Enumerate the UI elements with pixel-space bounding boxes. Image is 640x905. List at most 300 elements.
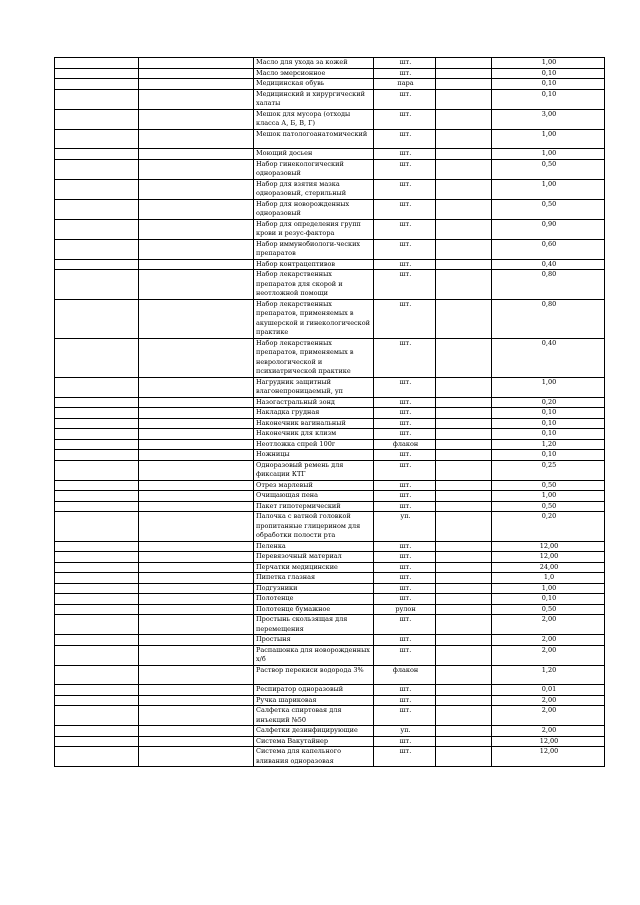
empty-cell xyxy=(139,460,254,480)
empty-cell xyxy=(55,199,139,219)
empty-cell xyxy=(139,68,254,79)
empty-cell xyxy=(139,79,254,90)
unit-cell: шт. xyxy=(374,706,436,726)
quantity-cell: 0,50 xyxy=(492,604,605,615)
empty-cell xyxy=(139,747,254,767)
empty-cell xyxy=(436,418,492,429)
item-name-cell: Система Вакутайнер xyxy=(254,736,374,747)
empty-cell xyxy=(139,149,254,160)
item-name-cell: Полотенце бумажное xyxy=(254,604,374,615)
empty-cell xyxy=(55,239,139,259)
quantity-cell: 0,10 xyxy=(492,594,605,605)
unit-cell: шт. xyxy=(374,573,436,584)
quantity-cell: 0,20 xyxy=(492,512,605,542)
empty-cell xyxy=(55,89,139,109)
table-row xyxy=(55,562,605,573)
table-row xyxy=(55,573,605,584)
item-name-cell: Перчатки медицинские xyxy=(254,562,374,573)
quantity-cell: 0,80 xyxy=(492,299,605,338)
empty-cell xyxy=(436,199,492,219)
table-row xyxy=(55,159,605,179)
empty-cell xyxy=(55,219,139,239)
quantity-cell: 0,80 xyxy=(492,270,605,300)
unit-cell: уп. xyxy=(374,726,436,737)
empty-cell xyxy=(55,129,139,149)
empty-cell xyxy=(436,89,492,109)
item-name-cell: Набор для взятия мазка одноразовый, стерильный xyxy=(254,179,374,199)
empty-cell xyxy=(139,706,254,726)
empty-cell xyxy=(436,512,492,542)
table-row xyxy=(55,239,605,259)
empty-cell xyxy=(55,299,139,338)
item-name-cell: Распашонка для новорожденных х/б xyxy=(254,645,374,665)
unit-cell: шт. xyxy=(374,418,436,429)
empty-cell xyxy=(139,408,254,419)
unit-cell: шт. xyxy=(374,68,436,79)
empty-cell xyxy=(436,635,492,646)
quantity-cell: 1,20 xyxy=(492,439,605,450)
item-name-cell: Медицинский и хирургический халаты xyxy=(254,89,374,109)
empty-cell xyxy=(139,583,254,594)
quantity-cell: 2,00 xyxy=(492,615,605,635)
unit-cell: шт. xyxy=(374,408,436,419)
unit-cell: шт. xyxy=(374,397,436,408)
empty-cell xyxy=(55,460,139,480)
empty-cell xyxy=(436,338,492,377)
empty-cell xyxy=(436,408,492,419)
table-row xyxy=(55,89,605,109)
empty-cell xyxy=(139,695,254,706)
table-row xyxy=(55,79,605,90)
quantity-cell: 1,00 xyxy=(492,377,605,397)
item-name-cell: Отрез марлевый xyxy=(254,480,374,491)
item-name-cell: Палочка с ватной головкой пропитанные глицерином для обработки полости рта xyxy=(254,512,374,542)
empty-cell xyxy=(436,79,492,90)
empty-cell xyxy=(55,179,139,199)
item-name-cell: Подгузники xyxy=(254,583,374,594)
empty-cell xyxy=(436,583,492,594)
empty-cell xyxy=(436,129,492,149)
empty-cell xyxy=(139,159,254,179)
empty-cell xyxy=(139,89,254,109)
item-name-cell: Набор лекарственных препаратов, применяемых в акушерской и гинекологической практике xyxy=(254,299,374,338)
table-row xyxy=(55,501,605,512)
table-row xyxy=(55,706,605,726)
empty-cell xyxy=(139,109,254,129)
table-row xyxy=(55,377,605,397)
table-row xyxy=(55,429,605,440)
empty-cell xyxy=(436,685,492,696)
empty-cell xyxy=(436,645,492,665)
item-name-cell: Система для капельного вливания одноразовая xyxy=(254,747,374,767)
item-name-cell: Салфетки дезинфицирующие xyxy=(254,726,374,737)
empty-cell xyxy=(139,179,254,199)
empty-cell xyxy=(436,460,492,480)
unit-cell: уп. xyxy=(374,512,436,542)
item-name-cell: Мешок патологоанатомический xyxy=(254,129,374,149)
table-row xyxy=(55,552,605,563)
item-name-cell: Полотенце xyxy=(254,594,374,605)
table-row xyxy=(55,397,605,408)
empty-cell xyxy=(139,377,254,397)
empty-cell xyxy=(436,573,492,584)
empty-cell xyxy=(436,159,492,179)
empty-cell xyxy=(55,747,139,767)
empty-cell xyxy=(436,726,492,737)
empty-cell xyxy=(139,501,254,512)
empty-cell xyxy=(139,604,254,615)
empty-cell xyxy=(55,408,139,419)
item-name-cell: Одноразовый ремень для фиксации КТГ xyxy=(254,460,374,480)
quantity-cell: 0,20 xyxy=(492,397,605,408)
unit-cell: шт. xyxy=(374,615,436,635)
empty-cell xyxy=(436,665,492,685)
empty-cell xyxy=(55,418,139,429)
empty-cell xyxy=(436,429,492,440)
unit-cell: шт. xyxy=(374,541,436,552)
quantity-cell: 0,10 xyxy=(492,79,605,90)
unit-cell: шт. xyxy=(374,89,436,109)
table-row xyxy=(55,460,605,480)
item-name-cell: Очищающая пена xyxy=(254,491,374,502)
unit-cell: флакон xyxy=(374,665,436,685)
empty-cell xyxy=(436,377,492,397)
empty-cell xyxy=(436,179,492,199)
empty-cell xyxy=(436,397,492,408)
empty-cell xyxy=(139,594,254,605)
table-row xyxy=(55,338,605,377)
table-row xyxy=(55,199,605,219)
empty-cell xyxy=(55,149,139,160)
table-row xyxy=(55,635,605,646)
quantity-cell: 2,00 xyxy=(492,706,605,726)
item-name-cell: Накладка грудная xyxy=(254,408,374,419)
quantity-cell: 24,00 xyxy=(492,562,605,573)
empty-cell xyxy=(55,159,139,179)
empty-cell xyxy=(436,149,492,160)
item-name-cell: Масло для ухода за кожей xyxy=(254,58,374,69)
empty-cell xyxy=(55,695,139,706)
quantity-cell: 2,00 xyxy=(492,645,605,665)
table-row xyxy=(55,665,605,685)
item-name-cell: Назогастральный зонд xyxy=(254,397,374,408)
empty-cell xyxy=(55,736,139,747)
empty-cell xyxy=(436,259,492,270)
quantity-cell: 0,10 xyxy=(492,418,605,429)
unit-cell: шт. xyxy=(374,199,436,219)
table-row xyxy=(55,736,605,747)
empty-cell xyxy=(139,512,254,542)
quantity-cell: 0,50 xyxy=(492,199,605,219)
unit-cell: шт. xyxy=(374,736,436,747)
unit-cell: шт. xyxy=(374,239,436,259)
empty-cell xyxy=(139,480,254,491)
unit-cell: шт. xyxy=(374,429,436,440)
table-row xyxy=(55,129,605,149)
unit-cell: рулон xyxy=(374,604,436,615)
item-name-cell: Набор для определения групп крови и резус-фактора xyxy=(254,219,374,239)
empty-cell xyxy=(55,635,139,646)
item-name-cell: Салфетка спиртовая для инъекций №50 xyxy=(254,706,374,726)
quantity-cell: 2,00 xyxy=(492,726,605,737)
empty-cell xyxy=(55,562,139,573)
item-name-cell: Простыня xyxy=(254,635,374,646)
unit-cell: шт. xyxy=(374,552,436,563)
empty-cell xyxy=(55,604,139,615)
empty-cell xyxy=(436,541,492,552)
quantity-cell: 1,00 xyxy=(492,58,605,69)
unit-cell: шт. xyxy=(374,594,436,605)
quantity-cell: 0,10 xyxy=(492,408,605,419)
empty-cell xyxy=(436,109,492,129)
unit-cell: шт. xyxy=(374,480,436,491)
empty-cell xyxy=(139,219,254,239)
unit-cell: шт. xyxy=(374,159,436,179)
quantity-cell: 12,00 xyxy=(492,736,605,747)
quantity-cell: 2,00 xyxy=(492,695,605,706)
unit-cell: шт. xyxy=(374,377,436,397)
empty-cell xyxy=(55,377,139,397)
empty-cell xyxy=(436,695,492,706)
quantity-cell: 12,00 xyxy=(492,541,605,552)
empty-cell xyxy=(436,439,492,450)
item-name-cell: Набор иммунобиологи-ческих препаратов xyxy=(254,239,374,259)
empty-cell xyxy=(436,270,492,300)
unit-cell: шт. xyxy=(374,460,436,480)
quantity-cell: 0,25 xyxy=(492,460,605,480)
empty-cell xyxy=(55,397,139,408)
table-row xyxy=(55,747,605,767)
empty-cell xyxy=(436,68,492,79)
empty-cell xyxy=(436,501,492,512)
empty-cell xyxy=(55,501,139,512)
table-row xyxy=(55,408,605,419)
empty-cell xyxy=(55,583,139,594)
empty-cell xyxy=(436,736,492,747)
empty-cell xyxy=(139,338,254,377)
item-name-cell: Набор контрацептивов xyxy=(254,259,374,270)
table-row xyxy=(55,726,605,737)
empty-cell xyxy=(55,338,139,377)
empty-cell xyxy=(55,480,139,491)
empty-cell xyxy=(139,615,254,635)
item-name-cell: Набор лекарственных препаратов, применяемых в неврологической и психиатрической практике xyxy=(254,338,374,377)
empty-cell xyxy=(436,219,492,239)
empty-cell xyxy=(139,299,254,338)
quantity-cell: 0,90 xyxy=(492,219,605,239)
item-name-cell: Моющий досьен xyxy=(254,149,374,160)
quantity-cell: 0,50 xyxy=(492,501,605,512)
empty-cell xyxy=(139,439,254,450)
item-name-cell: Перевязочный материал xyxy=(254,552,374,563)
empty-cell xyxy=(436,299,492,338)
unit-cell: шт. xyxy=(374,450,436,461)
empty-cell xyxy=(55,594,139,605)
item-name-cell: Неотложка спрей 100г xyxy=(254,439,374,450)
empty-cell xyxy=(139,685,254,696)
empty-cell xyxy=(139,58,254,69)
unit-cell: шт. xyxy=(374,491,436,502)
table-row xyxy=(55,480,605,491)
item-name-cell: Ручка шариковая xyxy=(254,695,374,706)
unit-cell: шт. xyxy=(374,58,436,69)
empty-cell xyxy=(139,239,254,259)
empty-cell xyxy=(139,429,254,440)
item-name-cell: Ножницы xyxy=(254,450,374,461)
item-name-cell: Пеленка xyxy=(254,541,374,552)
quantity-cell: 0,50 xyxy=(492,480,605,491)
unit-cell: шт. xyxy=(374,635,436,646)
empty-cell xyxy=(139,397,254,408)
unit-cell: пара xyxy=(374,79,436,90)
empty-cell xyxy=(436,562,492,573)
item-name-cell: Пакет гипотермический xyxy=(254,501,374,512)
quantity-cell: 12,00 xyxy=(492,552,605,563)
unit-cell: шт. xyxy=(374,695,436,706)
table-row xyxy=(55,68,605,79)
item-name-cell: Простынь скользящая для перемещения xyxy=(254,615,374,635)
empty-cell xyxy=(139,726,254,737)
item-name-cell: Масло эмерсионное xyxy=(254,68,374,79)
empty-cell xyxy=(139,199,254,219)
empty-cell xyxy=(139,573,254,584)
empty-cell xyxy=(55,259,139,270)
empty-cell xyxy=(55,615,139,635)
unit-cell: шт. xyxy=(374,583,436,594)
empty-cell xyxy=(55,645,139,665)
empty-cell xyxy=(436,615,492,635)
quantity-cell: 1,20 xyxy=(492,665,605,685)
empty-cell xyxy=(436,747,492,767)
table-row xyxy=(55,439,605,450)
item-name-cell: Мешок для мусора (отходы класса А, Б, В, Г) xyxy=(254,109,374,129)
quantity-cell: 1,00 xyxy=(492,149,605,160)
empty-cell xyxy=(55,552,139,563)
empty-cell xyxy=(139,541,254,552)
table-row xyxy=(55,685,605,696)
empty-cell xyxy=(55,109,139,129)
empty-cell xyxy=(139,270,254,300)
empty-cell xyxy=(55,439,139,450)
empty-cell xyxy=(139,552,254,563)
quantity-cell: 0,10 xyxy=(492,68,605,79)
empty-cell xyxy=(139,450,254,461)
item-name-cell: Раствор перекиси водорода 3% xyxy=(254,665,374,685)
unit-cell: шт. xyxy=(374,338,436,377)
item-name-cell: Респиратор одноразовый xyxy=(254,685,374,696)
empty-cell xyxy=(139,635,254,646)
empty-cell xyxy=(436,491,492,502)
table-row xyxy=(55,299,605,338)
quantity-cell: 1,00 xyxy=(492,179,605,199)
unit-cell: шт. xyxy=(374,149,436,160)
table-row xyxy=(55,512,605,542)
unit-cell: шт. xyxy=(374,501,436,512)
empty-cell xyxy=(139,491,254,502)
empty-cell xyxy=(436,604,492,615)
table-row xyxy=(55,58,605,69)
unit-cell: флакон xyxy=(374,439,436,450)
unit-cell: шт. xyxy=(374,562,436,573)
empty-cell xyxy=(436,552,492,563)
empty-cell xyxy=(436,58,492,69)
empty-cell xyxy=(436,594,492,605)
quantity-cell: 0,10 xyxy=(492,450,605,461)
quantity-cell: 0,40 xyxy=(492,338,605,377)
empty-cell xyxy=(139,259,254,270)
unit-cell: шт. xyxy=(374,129,436,149)
unit-cell: шт. xyxy=(374,109,436,129)
supplies-table xyxy=(54,57,605,767)
empty-cell xyxy=(436,480,492,491)
empty-cell xyxy=(436,706,492,726)
empty-cell xyxy=(139,736,254,747)
table-row xyxy=(55,615,605,635)
table-row xyxy=(55,583,605,594)
empty-cell xyxy=(55,270,139,300)
table-body xyxy=(55,58,605,767)
table-row xyxy=(55,594,605,605)
empty-cell xyxy=(55,491,139,502)
empty-cell xyxy=(55,573,139,584)
table-row xyxy=(55,149,605,160)
table-row xyxy=(55,219,605,239)
unit-cell: шт. xyxy=(374,685,436,696)
quantity-cell: 0,50 xyxy=(492,159,605,179)
empty-cell xyxy=(139,418,254,429)
item-name-cell: Набор гинекологический одноразовый xyxy=(254,159,374,179)
empty-cell xyxy=(139,665,254,685)
table-row xyxy=(55,450,605,461)
item-name-cell: Наконечник для клизм xyxy=(254,429,374,440)
empty-cell xyxy=(139,562,254,573)
empty-cell xyxy=(139,129,254,149)
table-row xyxy=(55,270,605,300)
item-name-cell: Наконечник вагинальный xyxy=(254,418,374,429)
quantity-cell: 3,00 xyxy=(492,109,605,129)
empty-cell xyxy=(55,512,139,542)
unit-cell: шт. xyxy=(374,299,436,338)
quantity-cell: 0,60 xyxy=(492,239,605,259)
item-name-cell: Медицинская обувь xyxy=(254,79,374,90)
quantity-cell: 12,00 xyxy=(492,747,605,767)
item-name-cell: Набор лекарственных препаратов для скорой и неотложной помощи xyxy=(254,270,374,300)
table-row xyxy=(55,179,605,199)
empty-cell xyxy=(55,706,139,726)
table-row xyxy=(55,695,605,706)
table-row xyxy=(55,604,605,615)
table-row xyxy=(55,259,605,270)
quantity-cell: 1,00 xyxy=(492,491,605,502)
empty-cell xyxy=(55,450,139,461)
table-row xyxy=(55,109,605,129)
empty-cell xyxy=(139,645,254,665)
unit-cell: шт. xyxy=(374,645,436,665)
empty-cell xyxy=(55,429,139,440)
table-row xyxy=(55,541,605,552)
empty-cell xyxy=(55,685,139,696)
table-row xyxy=(55,491,605,502)
empty-cell xyxy=(55,665,139,685)
item-name-cell: Пипетка глазная xyxy=(254,573,374,584)
quantity-cell: 1,0 xyxy=(492,573,605,584)
quantity-cell: 0,40 xyxy=(492,259,605,270)
item-name-cell: Нагрудник защитный влагонепроницаемый, уп xyxy=(254,377,374,397)
quantity-cell: 2,00 xyxy=(492,635,605,646)
quantity-cell: 0,01 xyxy=(492,685,605,696)
item-name-cell: Набор для новорожденных одноразовый xyxy=(254,199,374,219)
empty-cell xyxy=(55,79,139,90)
